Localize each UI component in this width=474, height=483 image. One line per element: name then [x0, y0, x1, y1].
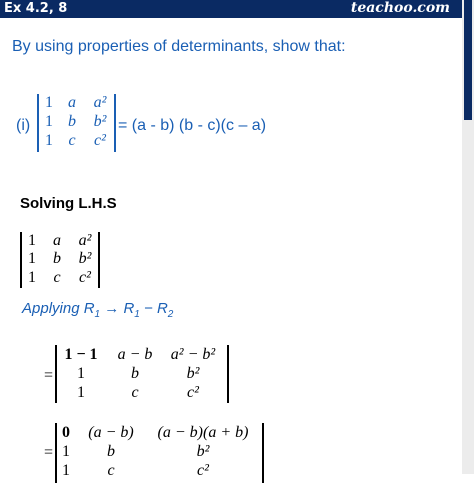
equals-sign-2: = [44, 444, 54, 461]
rhs-expression: = (a - b) (b - c)(c – a) [118, 117, 267, 134]
det4-r3c1: 1 [62, 462, 70, 479]
determinant-step2 [55, 423, 264, 483]
det1-r1c1: 1 [45, 94, 53, 111]
det3-r1c1: 1 − 1 [64, 346, 98, 363]
det1-r2c3: b² [93, 113, 107, 130]
solving-heading: Solving L.H.S [20, 195, 117, 212]
det2-r1c1: 1 [28, 232, 36, 249]
det3-r1c2: a − b [117, 346, 153, 363]
scrollbar-thumb[interactable] [464, 0, 472, 120]
det2-r1c3: a² [78, 232, 92, 249]
det3-r3c2: c [131, 384, 139, 401]
det4-r2c1: 1 [62, 443, 70, 460]
det3-r2c3: b² [186, 365, 200, 382]
det3-r3c1: 1 [77, 384, 85, 401]
det1-r1c3: a² [93, 94, 107, 111]
det4-r2c2: b [107, 443, 115, 460]
title-bar [0, 0, 462, 18]
equals-sign-1: = [44, 367, 54, 384]
det1-r1c2: a [68, 94, 76, 111]
question-text: By using properties of determinants, show that: [12, 38, 346, 55]
det4-r1c3: (a − b)(a + b) [157, 424, 249, 441]
teachoo-logo: teachoo.com [350, 0, 450, 16]
det3-r3c3: c² [187, 384, 199, 401]
determinant-question [37, 94, 116, 152]
det2-r2c2: b [53, 250, 61, 267]
part-label: (i) [16, 117, 31, 134]
det1-r2c2: b [68, 113, 76, 130]
det3-r1c3: a² − b² [170, 346, 216, 363]
det2-r2c3: b² [78, 250, 92, 267]
det4-r3c3: c² [197, 462, 209, 479]
det3-r2c2: b [131, 365, 139, 382]
exercise-label: Ex 4.2, 8 [4, 1, 68, 16]
det4-r3c2: c [107, 462, 115, 479]
determinant-step1 [55, 345, 229, 403]
det2-r3c1: 1 [28, 269, 36, 286]
det2-r1c2: a [53, 232, 61, 249]
det1-r2c1: 1 [45, 113, 53, 130]
det4-r1c2: (a − b) [88, 424, 134, 441]
det1-r3c3: c² [94, 132, 106, 149]
determinant-lhs [20, 232, 100, 288]
det2-r3c3: c² [79, 269, 91, 286]
det2-r2c1: 1 [28, 250, 36, 267]
row-operation: Applying $R_1 \to R_1 - R_2$ [22, 300, 174, 320]
det1-r3c1: 1 [45, 132, 53, 149]
det4-r2c3: b² [196, 443, 210, 460]
det4-r1c1: 0 [62, 424, 70, 441]
det3-r2c1: 1 [77, 365, 85, 382]
det2-r3c2: c [53, 269, 61, 286]
det1-r3c2: c [68, 132, 76, 149]
